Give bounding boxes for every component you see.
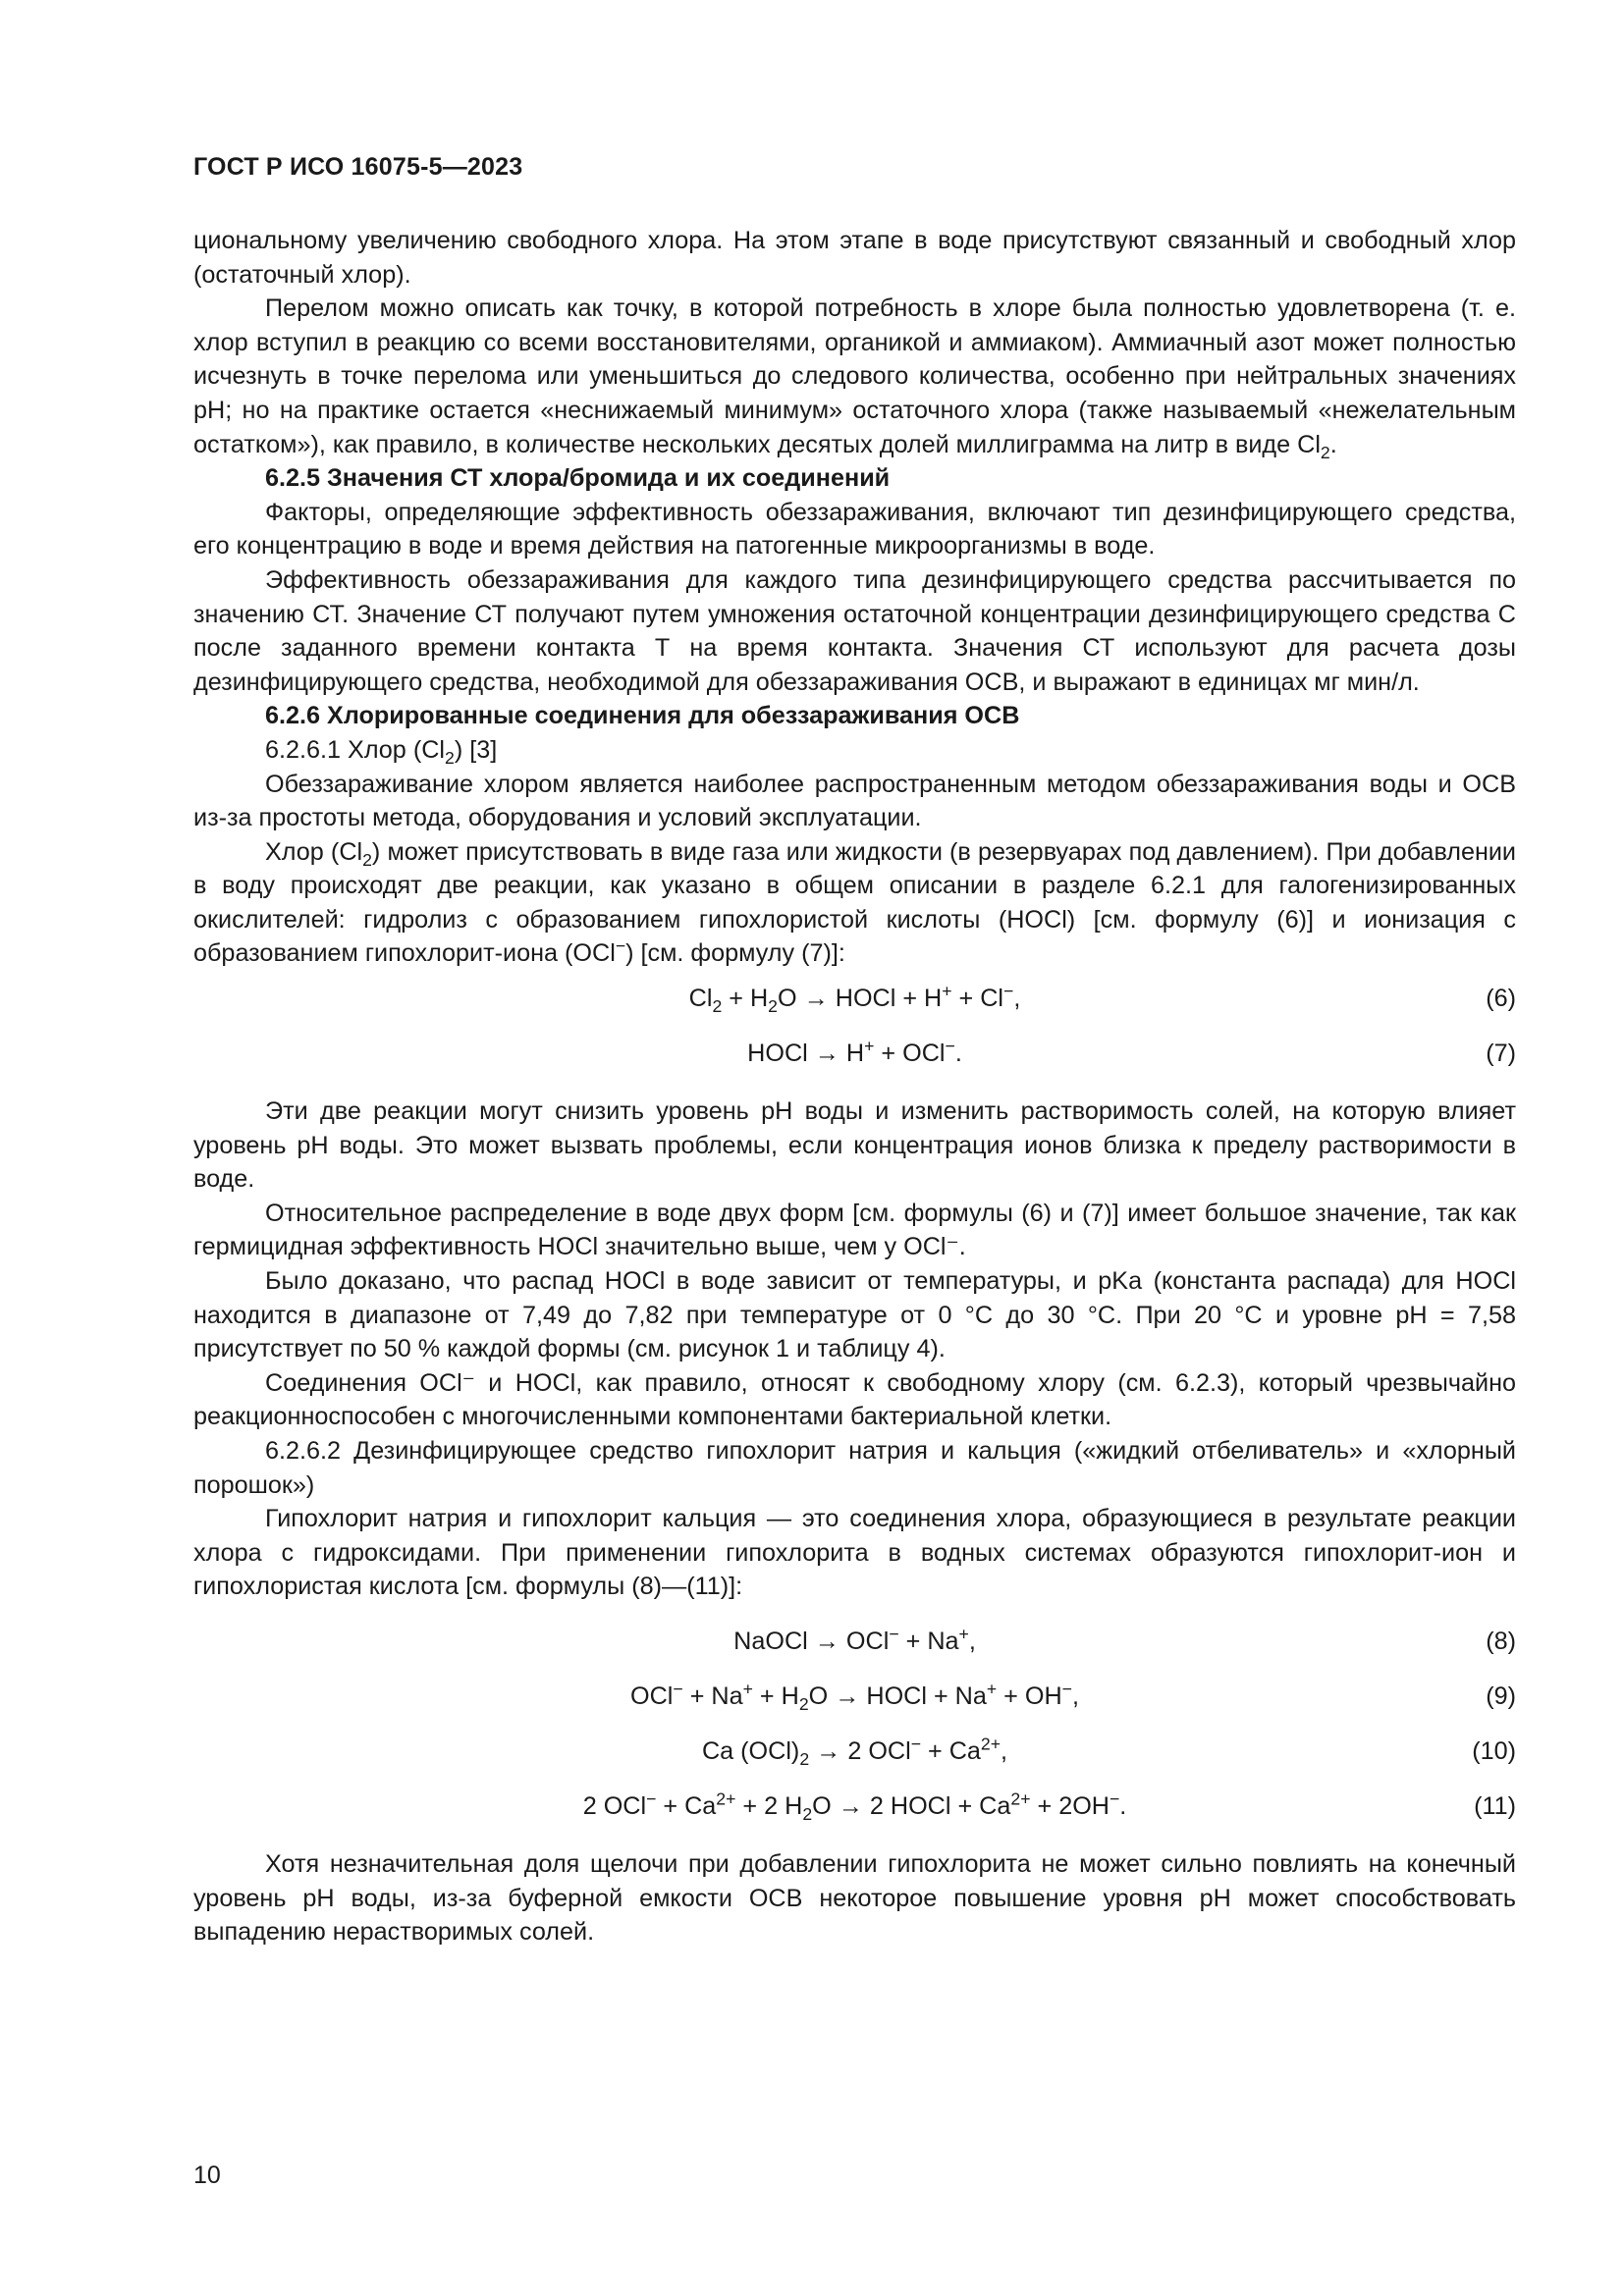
formula-number: (9) <box>1486 1682 1516 1710</box>
paragraph: циональному увеличению свободного хлора. На этом этапе в воде присутствуют связанный и свободный хлор (остаточный хлор). <box>193 227 1516 289</box>
formula-expression: 2 $OCl^- + Ca^{2+} + 2$ $H_2O \to 2$ HOCl + $Ca^{2+} + 2OH^-$. <box>582 1789 1127 1824</box>
section-heading-6-2-6: 6.2.6 Хлорированные соединения для обеззараживания ОСВ <box>265 702 1020 730</box>
paragraph: Относительное распределение в воде двух форм [см. формулы (6) и (7)] имеет большое значение, так как гермицидная эффективность HOCl значительно выше, чем у OCl⁻. <box>193 1199 1516 1261</box>
formula-8 <box>193 1614 1516 1669</box>
formula-10 <box>193 1724 1516 1779</box>
paragraph: Гипохлорит натрия и гипохлорит кальция — это соединения хлора, образующиеся в результате реакции хлора с гидроксидами. При применении гипохлорита в водных системах образуются гипохлорит-ион и гипохлористая кислота [см. формулы (8)—(11)]: <box>193 1505 1516 1601</box>
formula-7 <box>193 1026 1516 1081</box>
formula-expression: HOCl → H+ + OCl−. <box>747 1036 962 1068</box>
formula-number: (8) <box>1486 1627 1516 1655</box>
paragraph: Было доказано, что распад HOCl в воде зависит от температуры, и pKa (константа распада) для HOCl находится в диапазоне от 7,49 до 7,82 при температуре от 0 °C до 30 °C. При 20 °C и уровне pH = 7,58 присутствует по 50 % каждой формы (см. рисунок 1 и таблицу 4). <box>193 1267 1516 1363</box>
formula-expression: $OCl^- + Na^+ + H_2O$ → HOCl + Na+ + OH−, <box>630 1679 1079 1714</box>
document-header: ГОСТ Р ИСО 16075-5—2023 <box>193 153 523 181</box>
formula-9 <box>193 1669 1516 1724</box>
page-number: 10 <box>193 2162 221 2189</box>
paragraph: Эти две реакции могут снизить уровень pH воды и изменить растворимость солей, на которую влияет уровень pH воды. Это может вызвать проблемы, если концентрация ионов близка к пределу растворимости в воде. <box>193 1097 1516 1194</box>
paragraph: Факторы, определяющие эффективность обеззараживания, включают тип дезинфицирующего средства, его концентрацию в воде и время действия на патогенные микроорганизмы в воде. <box>193 498 1516 561</box>
formula-6 <box>193 971 1516 1026</box>
paragraph: Обеззараживание хлором является наиболее распространенным методом обеззараживания воды и ОСВ из-за простоты метода, оборудования и условий эксплуатации. <box>193 770 1516 832</box>
formula-number: (7) <box>1486 1040 1516 1068</box>
paragraph: Эффективность обеззараживания для каждого типа дезинфицирующего средства рассчитывается по значению СТ. Значение СТ получают путем умножения остаточной концентрации дезинфицирующего средства С после заданного времени контакта Т на время контакта. Значения СТ используют для расчета дозы дезинфицирующего средства, необходимой для обеззараживания ОСВ, и выражают в единицах мг мин/л. <box>193 565 1516 696</box>
subsection-heading-6-2-6-1: 6.2.6.1 Хлор $(Cl_2)$ [3] <box>265 735 498 768</box>
paragraph: Хотя незначительная доля щелочи при добавлении гипохлорита не может сильно повлиять на конечный уровень pH воды, из-за буферной емкости ОСВ некоторое повышение уровня pH может способствовать выпадению нерастворимых солей. <box>193 1849 1516 1947</box>
document-body <box>193 224 1516 1949</box>
paragraph: Перелом можно описать как точку, в которой потребность в хлоре была полностью удовлетворена (т. е. хлор вступил в реакцию со всеми восстановителями, органикой и аммиаком). Аммиачный азот может полностью исчезнуть в точке перелома или уменьшиться до следового количества, особенно при нейтральных значениях pH; но на практике остается «неснижаемый минимум» остаточного хлора (также называемый «нежелательным остатком»), как правило, в количестве нескольких десятых долей миллиграмма на литр в виде $Cl_2$. <box>193 294 1516 462</box>
formula-number: (6) <box>1486 985 1516 1013</box>
formula-number: (11) <box>1474 1791 1516 1820</box>
formula-expression: Ca $(OCl)_2 \to 2$ $OCl^- + Ca^{2+}$, <box>701 1734 1008 1769</box>
paragraph: Хлор $(Cl_2)$ может присутствовать в виде газа или жидкости (в резервуарах под давлением). При добавлении в воду происходят две реакции, как указано в общем описании в разделе 6.2.1 для галогенизированных окислителей: гидролиз с образованием гипохлористой кислоты (HOCl) [см. формулу (6)] и ионизация с образованием гипохлорит-иона (OCl−) [см. формулу (7)]: <box>193 837 1516 968</box>
paragraph: Соединения OCl⁻ и HOCl, как правило, относят к свободному хлору (см. 6.2.3), который чрезвычайно реакционноспособен с многочисленными компонентами бактериальной клетки. <box>193 1368 1516 1431</box>
formula-11 <box>193 1779 1516 1834</box>
formula-expression: $Cl_2 + H_2O$ → HOCl + H+ + Cl−, <box>688 981 1021 1017</box>
section-heading-6-2-5: 6.2.5 Значения СТ хлора/бромида и их соединений <box>265 464 891 493</box>
formula-number: (10) <box>1472 1736 1516 1765</box>
subsection-heading-6-2-6-2: 6.2.6.2 Дезинфицирующее средство гипохлорит натрия и кальция («жидкий отбеливатель» и «хлорный порошок») <box>193 1437 1516 1499</box>
formula-expression: NaOCl → OCl− + Na+, <box>733 1624 976 1655</box>
